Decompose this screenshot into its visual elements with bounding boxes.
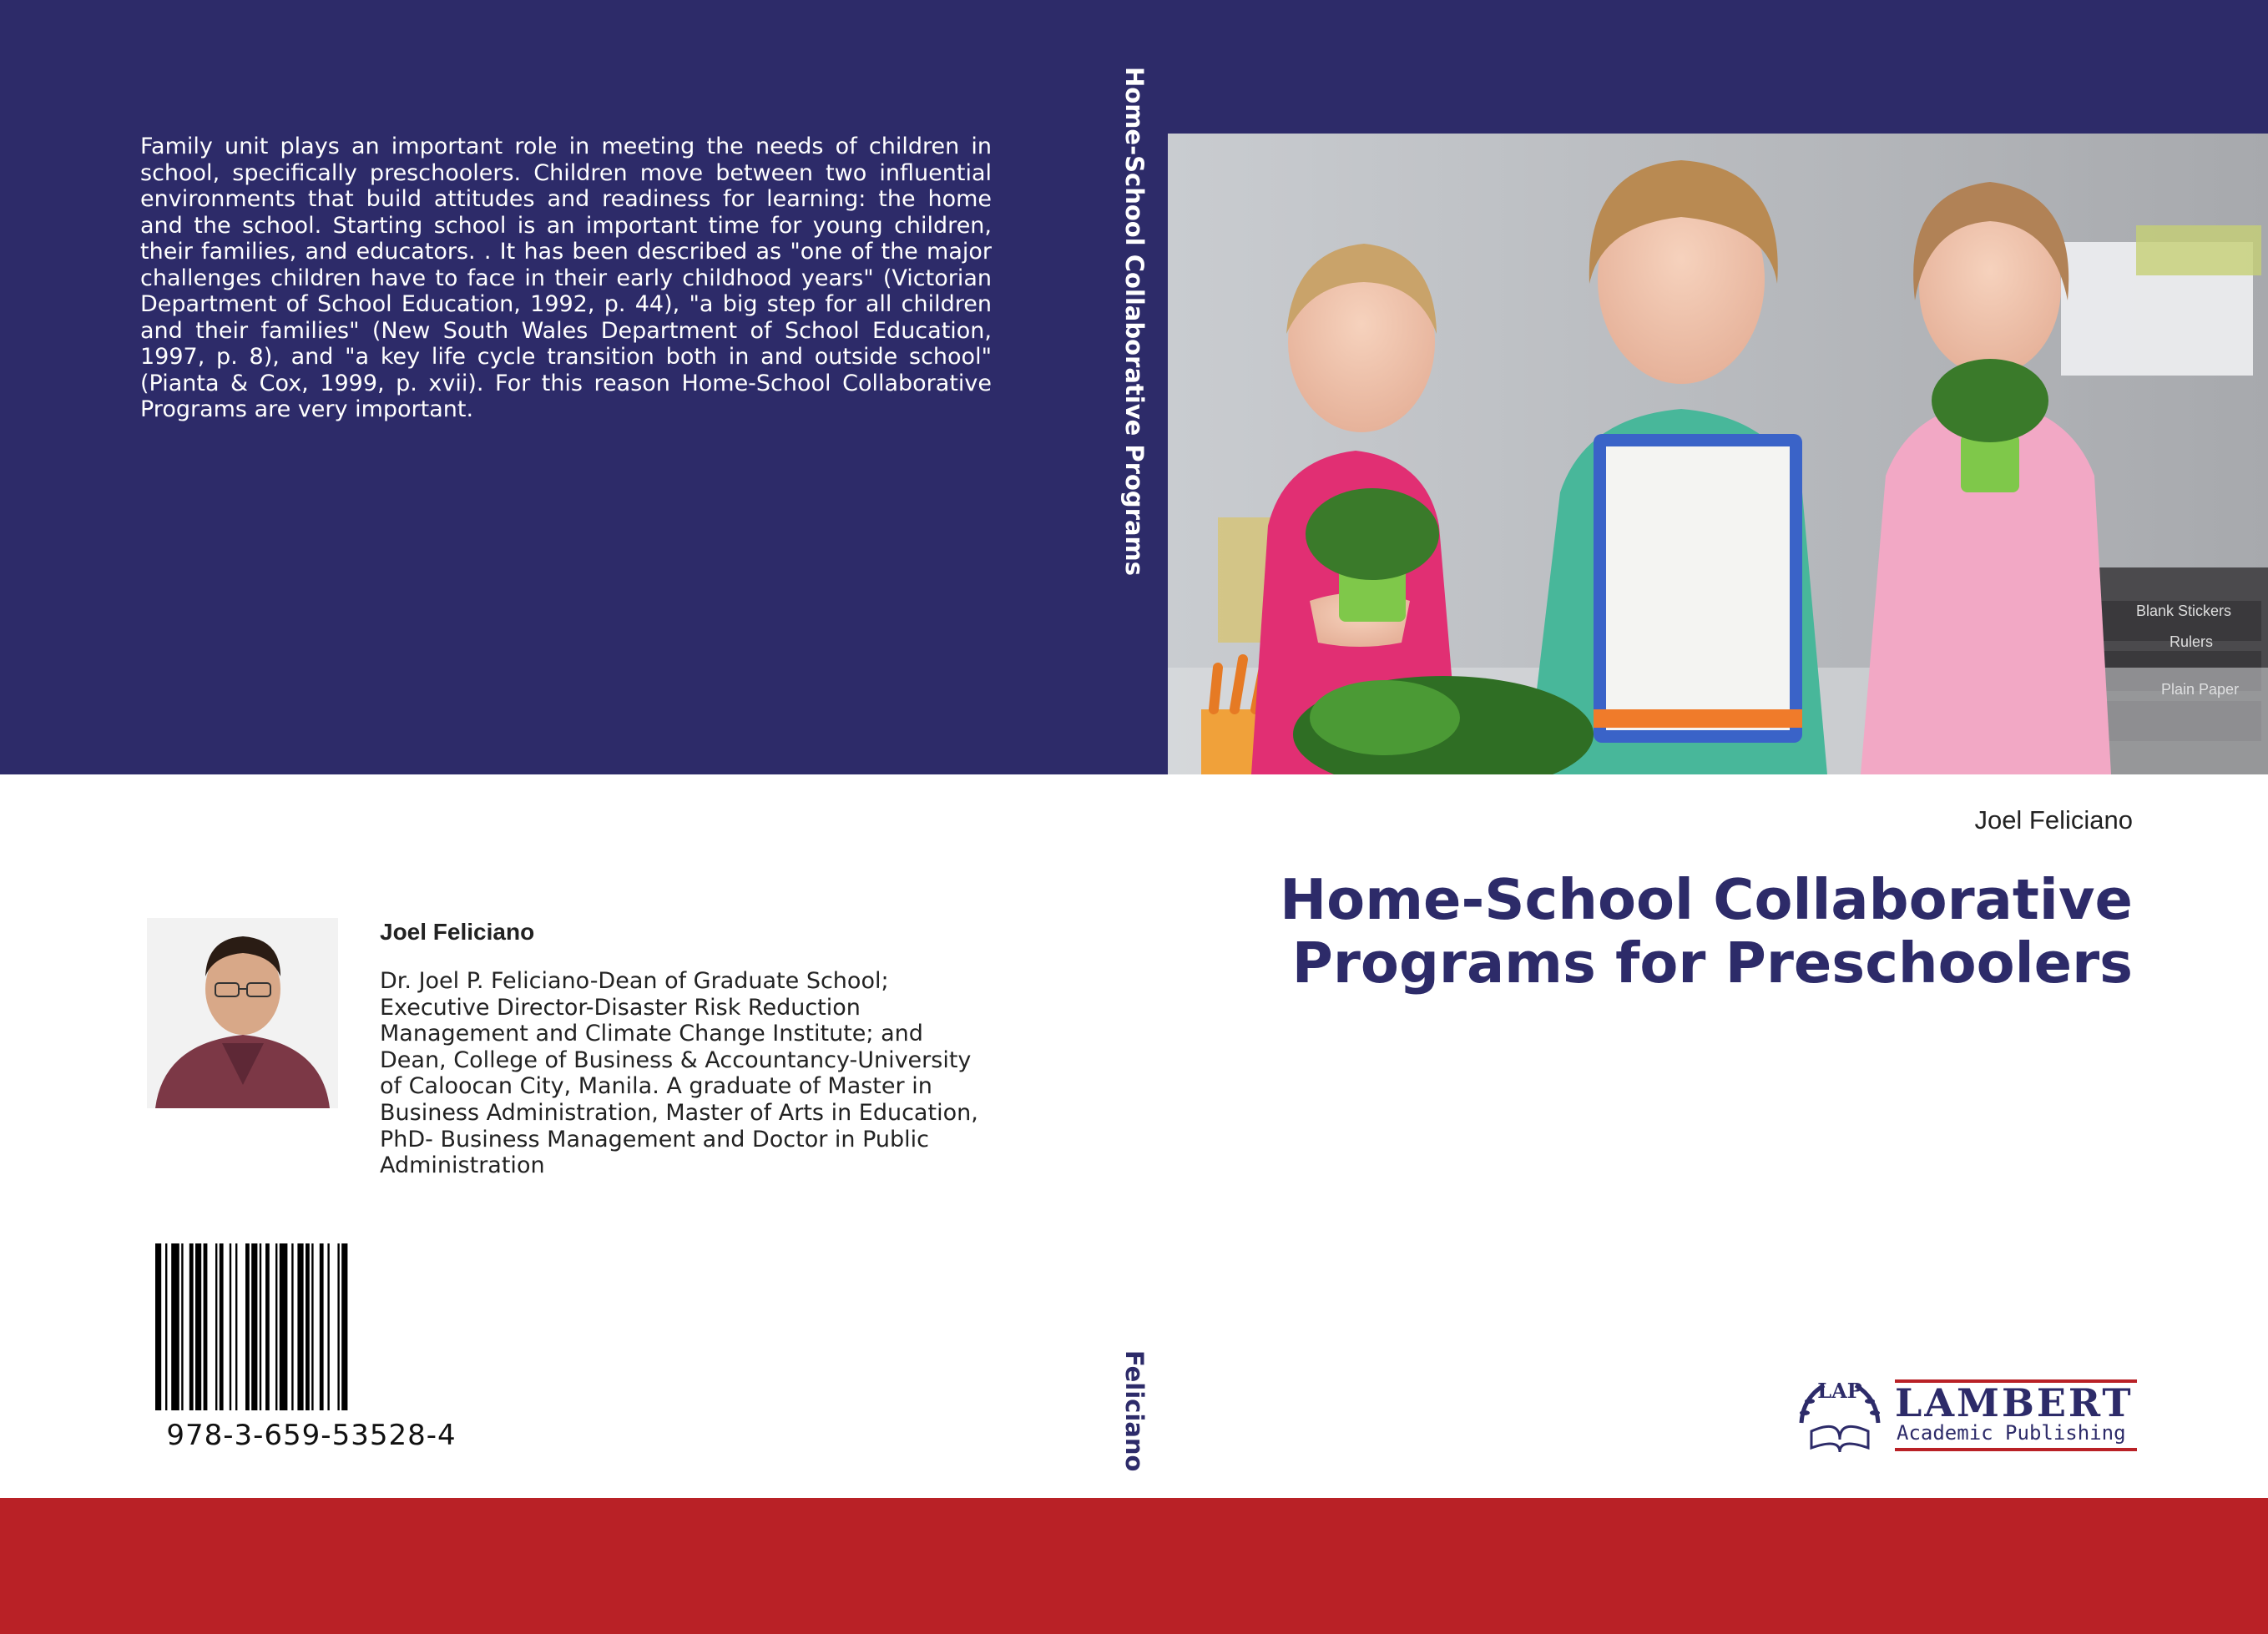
title-line-2: Programs for Preschoolers [1291, 930, 2133, 996]
book-emblem-icon [1811, 1426, 1868, 1452]
bio-text: Dr. Joel P. Feliciano-Dean of Graduate School; Executive Director-Disaster Risk Reduction Management and Climate Change Institute; and Dean, College of Business & Accountancy-University of Caloocan City, Manila. A graduate of Master in Business Administration, Master of Arts in Education, PhD- Business Management and Doctor in Public Administration [380, 968, 978, 1179]
spine-author: Feliciano [1120, 1350, 1149, 1472]
publisher-subtitle: Academic Publishing [1897, 1421, 2126, 1445]
photo-sign-2: Rulers [2170, 633, 2214, 650]
spine-title: Home-School Collaborative Programs [1120, 67, 1149, 576]
bio-author-name: Joel Feliciano [380, 919, 535, 945]
photo-sign-1: Blank Stickers [2136, 603, 2232, 619]
isbn: 978-3-659-53528-4 [166, 1419, 457, 1452]
front-cover-author: Joel Feliciano [1974, 805, 2133, 835]
back-cover-blurb: Family unit plays an important role in meeting the needs of children in school, specifically preschoolers. Children move between two influential environments that build attitudes and readiness for learning: the home and the school. Starting school is an important time for young children, their families, and educators. . It has been described as "one of the major challenges children have to face in their early childhood years" (Victorian Department of School Education, 1992, p. 44), "a big step for all children and their families" (New South Wales Department of School Education, 1997, p. 8), and "a key life cycle transition both in and outside school" (Pianta & Cox, 1999, p. xvii). For this reason Home-School Collaborative Programs are very important. [140, 134, 992, 422]
author-photo [147, 918, 338, 1108]
title-line-1: Home-School Collaborative [1280, 867, 2133, 932]
publisher-emblem-text: LAP [1817, 1379, 1862, 1403]
publisher-name: LAMBERT [1895, 1380, 2134, 1425]
front-cover-title [1131, 868, 2133, 995]
barcode [155, 1243, 467, 1419]
cover-photo [1168, 134, 2268, 774]
cover-bottom-band [0, 1498, 2268, 1634]
publisher-logo [1795, 1373, 2145, 1456]
